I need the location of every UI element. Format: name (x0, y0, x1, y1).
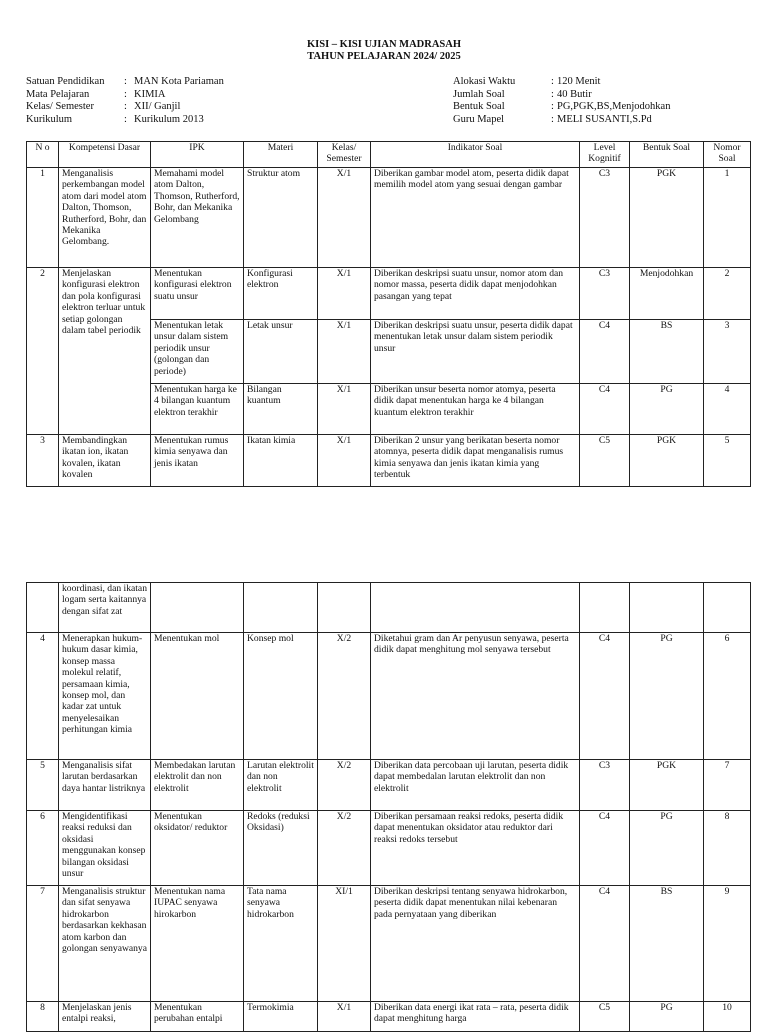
cell-nomor: 8 (704, 811, 751, 886)
header-kelas: Kelas/ Semester (318, 142, 371, 168)
cell-nomor: 5 (704, 435, 751, 487)
meta-row: Bentuk Soal : PG,PGK,BS,Menjodohkan (453, 101, 671, 113)
cell-indikator: Diberikan deskripsi suatu unsur, peserta didik dapat menentukan letak unsur dalam sistem periodik unsur (371, 320, 580, 384)
meta-row: Jumlah Soal : 40 Butir (453, 88, 592, 100)
cell-bentuk (630, 583, 704, 633)
cell-materi: Struktur atom (244, 168, 318, 268)
cell-kelas: X/1 (318, 435, 371, 487)
cell-ipk: Menentukan nama IUPAC senyawa hirokarbon (151, 886, 244, 1002)
kisi-table-continued (26, 582, 751, 1032)
cell-bentuk: Menjodohkan (630, 268, 704, 320)
cell-no: 8 (27, 1002, 59, 1032)
cell-nomor: 6 (704, 633, 751, 760)
cell-indikator: Diberikan gambar model atom, peserta didik dapat memilih model atom yang sesuai dengan gambar (371, 168, 580, 268)
cell-indikator: Diberikan data energi ikat rata – rata, peserta didik dapat menghitung harga (371, 1002, 580, 1032)
cell-kd: Menerapkan hukum-hukum dasar kimia, konsep massa molekul relatif, persamaan kimia, konsep mol, dan kadar zat untuk menyelesaikan perhitungan kimia (59, 633, 151, 760)
cell-nomor: 4 (704, 384, 751, 435)
cell-bentuk: PG (630, 811, 704, 886)
cell-kelas: X/1 (318, 1002, 371, 1032)
meta-value: Kurikulum 2013 (134, 113, 204, 125)
cell-bentuk: BS (630, 886, 704, 1002)
meta-label: Bentuk Soal (453, 101, 505, 113)
cell-kelas: X/2 (318, 811, 371, 886)
table-row (27, 435, 751, 487)
meta-label: Kelas/ Semester (26, 101, 94, 113)
cell-kd: Menganalisis struktur dan sifat senyawa hidrokarbon berdasarkan kekhasan atom karbon dan golongan senyawanya (59, 886, 151, 1002)
meta-value: MELI SUSANTI,S.Pd (557, 113, 652, 125)
header-indikator: Indikator Soal (371, 142, 580, 168)
cell-no (27, 583, 59, 633)
cell-indikator: Diberikan data percobaan uji larutan, peserta didik dapat membedalan larutan elektrolit dan non elektrolit (371, 760, 580, 811)
cell-materi: Termokimia (244, 1002, 318, 1032)
header-no: N o (27, 142, 59, 168)
cell-kelas: XI/1 (318, 886, 371, 1002)
meta-row: Satuan Pendidikan : MAN Kota Pariaman (26, 76, 224, 87)
cell-level: C5 (580, 435, 630, 487)
cell-no: 4 (27, 633, 59, 760)
meta-row: Alokasi Waktu : 120 Menit (453, 76, 601, 87)
cell-nomor: 1 (704, 168, 751, 268)
meta-value: 120 Menit (557, 76, 601, 87)
table-row (27, 633, 751, 760)
header-bentuk: Bentuk Soal (630, 142, 704, 168)
cell-kelas (318, 583, 371, 633)
cell-kelas: X/1 (318, 268, 371, 320)
cell-nomor: 9 (704, 886, 751, 1002)
meta-value: KIMIA (134, 88, 166, 100)
cell-indikator: Diketahui gram dan Ar penyusun senyawa, peserta didik dapat menghitung mol senyawa tersebut (371, 633, 580, 760)
cell-no: 5 (27, 760, 59, 811)
cell-materi: Bilangan kuantum (244, 384, 318, 435)
cell-kd: koordinasi, dan ikatan logam serta kaitannya dengan sifat zat (59, 583, 151, 633)
cell-kd: Menganalisis perkembangan model atom dari model atom Dalton, Thomson, Rutherford, Bohr, dan Mekanika Gelombang. (59, 168, 151, 268)
cell-materi: Ikatan kimia (244, 435, 318, 487)
cell-bentuk: PGK (630, 435, 704, 487)
meta-value: MAN Kota Pariaman (134, 76, 224, 87)
meta-label: Mata Pelajaran (26, 88, 90, 100)
meta-row: Mata Pelajaran : KIMIA (26, 88, 166, 100)
cell-indikator: Diberikan deskripsi tentang senyawa hidrokarbon, peserta didik dapat menentukan nilai kebenaran pada pernyataan yang diberikan (371, 886, 580, 1002)
cell-kelas: X/1 (318, 384, 371, 435)
cell-nomor (704, 583, 751, 633)
meta-row: Guru Mapel : MELI SUSANTI,S.Pd (453, 113, 652, 125)
cell-bentuk: PG (630, 633, 704, 760)
table-row (27, 886, 751, 1002)
meta-value: PG,PGK,BS,Menjodohkan (557, 101, 671, 113)
table-row (27, 583, 751, 633)
cell-no: 1 (27, 168, 59, 268)
cell-indikator: Diberikan persamaan reaksi redoks, peserta didik dapat menentukan oksidator atau reduktor dari reaksi redoks tersebut (371, 811, 580, 886)
cell-ipk: Menentukan harga ke 4 bilangan kuantum elektron terakhir (151, 384, 244, 435)
cell-level: C5 (580, 1002, 630, 1032)
cell-level: C3 (580, 760, 630, 811)
cell-level: C4 (580, 811, 630, 886)
header-materi: Materi (244, 142, 318, 168)
cell-indikator: Diberikan unsur beserta nomor atomya, peserta didik dapat menentukan harga ke 4 bilangan kuantum elektron terakhir (371, 384, 580, 435)
document-title: KISI – KISI UJIAN MADRASAH (306, 39, 462, 50)
cell-ipk: Menentukan letak unsur dalam sistem periodik unsur (golongan dan periode) (151, 320, 244, 384)
cell-ipk: Menentukan rumus kimia senyawa dan jenis ikatan (151, 435, 244, 487)
header-ipk: IPK (151, 142, 244, 168)
cell-ipk (151, 583, 244, 633)
cell-level (580, 583, 630, 633)
cell-kelas: X/2 (318, 760, 371, 811)
table-row (27, 811, 751, 886)
meta-right (453, 76, 670, 126)
cell-ipk: Menentukan konfigurasi elektron suatu unsur (151, 268, 244, 320)
cell-no: 7 (27, 886, 59, 1002)
cell-kelas: X/2 (318, 633, 371, 760)
header-nomor: Nomor Soal (704, 142, 751, 168)
cell-no: 3 (27, 435, 59, 487)
cell-kelas: X/1 (318, 320, 371, 384)
cell-kd: Menjelaskan jenis entalpi reaksi, (59, 1002, 151, 1032)
table-header-row (27, 142, 751, 168)
meta-left (26, 76, 224, 126)
meta-row: Kelas/ Semester : XII/ Ganjil (26, 101, 181, 113)
header-level: Level Kognitif (580, 142, 630, 168)
table-row (27, 1002, 751, 1032)
cell-level: C3 (580, 268, 630, 320)
cell-nomor: 3 (704, 320, 751, 384)
cell-bentuk: PG (630, 1002, 704, 1032)
document-subtitle: TAHUN PELAJARAN 2024/ 2025 (307, 51, 461, 62)
cell-indikator: Diberikan 2 unsur yang berikatan beserta nomor atomnya, peserta didik dapat menganalisis rumus kimia senyawa dan jenis ikatan kimia yang terbentuk (371, 435, 580, 487)
cell-ipk: Membedakan larutan elektrolit dan non elektrolit (151, 760, 244, 811)
cell-level: C3 (580, 168, 630, 268)
cell-nomor: 2 (704, 268, 751, 320)
table-row (27, 760, 751, 811)
cell-level: C4 (580, 320, 630, 384)
cell-bentuk: PGK (630, 760, 704, 811)
cell-bentuk: PGK (630, 168, 704, 268)
cell-level: C4 (580, 384, 630, 435)
cell-no: 2 (27, 268, 59, 435)
meta-label: Satuan Pendidikan (26, 76, 105, 87)
meta-row: Kurikulum : Kurikulum 2013 (26, 113, 204, 125)
meta-label: Kurikulum (26, 113, 73, 125)
cell-kd: Membandingkan ikatan ion, ikatan kovalen, ikatan kovalen (59, 435, 151, 487)
cell-nomor: 10 (704, 1002, 751, 1032)
meta-label: Jumlah Soal (453, 88, 505, 100)
cell-materi: Letak unsur (244, 320, 318, 384)
cell-materi: Konfigurasi elektron (244, 268, 318, 320)
table-row (27, 168, 751, 268)
cell-indikator (371, 583, 580, 633)
cell-materi: Larutan elektrolit dan non elektrolit (244, 760, 318, 811)
table-row (27, 268, 751, 320)
meta-label: Alokasi Waktu (453, 76, 516, 87)
cell-ipk: Menentukan mol (151, 633, 244, 760)
kisi-table (26, 141, 751, 487)
cell-kd: Menganalisis sifat larutan berdasarkan daya hantar listriknya (59, 760, 151, 811)
cell-kd: Menjelaskan konfigurasi elektron dan pola konfigurasi elektron terluar untuk setiap golongan dalam tabel periodik (59, 268, 151, 435)
cell-level: C4 (580, 886, 630, 1002)
cell-ipk: Menentukan oksidator/ reduktor (151, 811, 244, 886)
meta-value: 40 Butir (557, 88, 592, 100)
cell-materi: Redoks (reduksi Oksidasi) (244, 811, 318, 886)
cell-materi (244, 583, 318, 633)
meta-label: Guru Mapel (453, 113, 505, 125)
cell-level: C4 (580, 633, 630, 760)
cell-ipk: Menentukan perubahan entalpi (151, 1002, 244, 1032)
cell-no: 6 (27, 811, 59, 886)
cell-bentuk: PG (630, 384, 704, 435)
cell-indikator: Diberikan deskripsi suatu unsur, nomor atom dan nomor massa, peserta didik dapat menjodohkan pasangan yang tepat (371, 268, 580, 320)
cell-kd: Mengidentifikasi reaksi reduksi dan oksidasi menggunakan konsep bilangan oksidasi unsur (59, 811, 151, 886)
header-kd: Kompetensi Dasar (59, 142, 151, 168)
cell-materi: Tata nama senyawa hidrokarbon (244, 886, 318, 1002)
cell-materi: Konsep mol (244, 633, 318, 760)
cell-kelas: X/1 (318, 168, 371, 268)
cell-nomor: 7 (704, 760, 751, 811)
meta-value: XII/ Ganjil (134, 101, 181, 113)
cell-ipk: Memahami model atom Dalton, Thomson, Rutherford, Bohr, dan Mekanika Gelombang (151, 168, 244, 268)
cell-bentuk: BS (630, 320, 704, 384)
